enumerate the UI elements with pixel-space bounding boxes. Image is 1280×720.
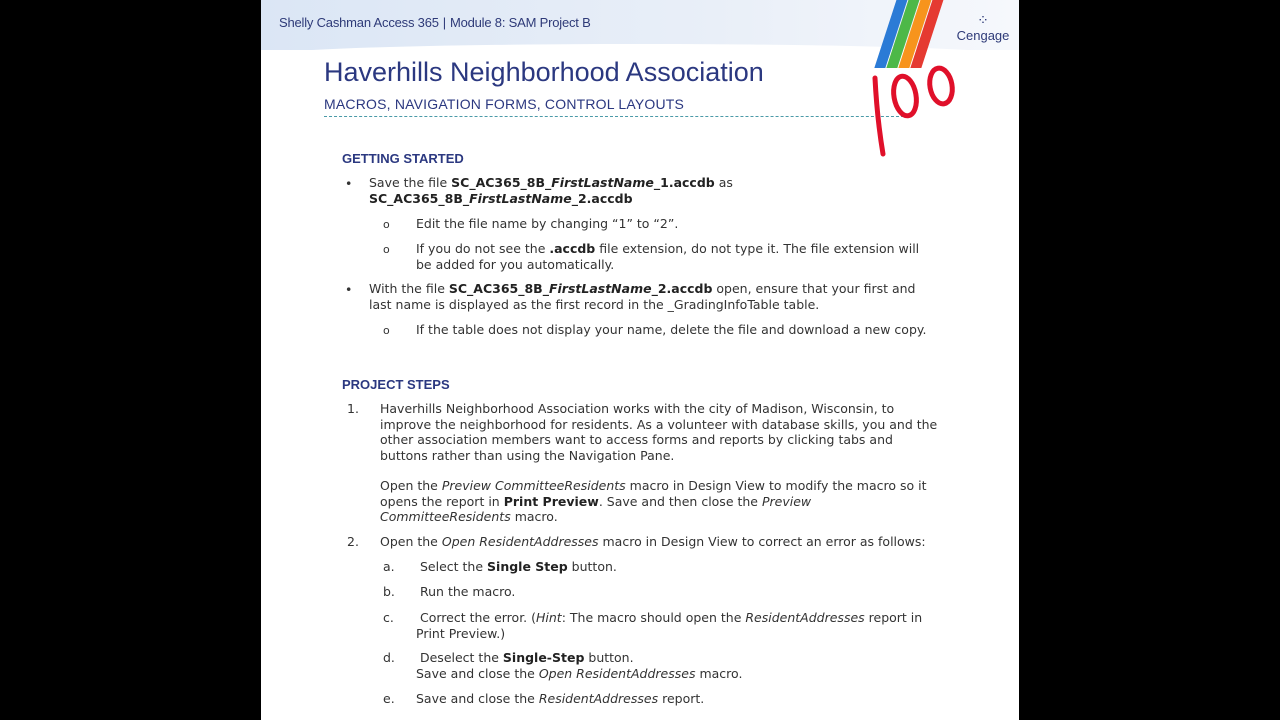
cengage-mark-icon: ⁘ xyxy=(977,13,989,29)
substep-letter: c. xyxy=(383,610,394,625)
project-step-2: Open the Open ResidentAddresses macro in Design View to correct an error as follows: xyxy=(380,534,926,549)
project-step-2a: Select the Single Step button. xyxy=(420,559,617,574)
project-name: Module 8: SAM Project B xyxy=(449,15,591,30)
bullet-marker: • xyxy=(345,176,353,191)
cengage-wordmark: Cengage xyxy=(956,28,1010,43)
step-number: 1. xyxy=(347,401,359,416)
substep-letter: d. xyxy=(383,650,395,665)
step-number: 2. xyxy=(347,534,359,549)
project-step-1: Haverhills Neighborhood Association works with the city of Madison, Wisconsin, to improve the neighborhood for residents. As a volunteer with database skills, you and the other association members want to access forms and reports by clicking tabs and buttons rather than using the Navigation Pane. xyxy=(380,401,938,463)
getting-started-heading: GETTING STARTED xyxy=(342,151,464,166)
circle-marker: o xyxy=(383,324,390,337)
header-course-line xyxy=(279,15,591,30)
getting-started-item-1: Save the file SC_AC365_8B_FirstLastName_1.accdb as SC_AC365_8B_FirstLastName_2.accdb xyxy=(369,175,733,206)
project-step-2c: Correct the error. (Hint: The macro should open the ResidentAddresses report in Print Preview.) xyxy=(416,610,923,641)
substep-letter: e. xyxy=(383,691,395,706)
substep-letter: b. xyxy=(383,584,395,599)
getting-started-item-2: With the file SC_AC365_8B_FirstLastName_2.accdb open, ensure that your first and last name is displayed as the first record in the _GradingInfoTable table. xyxy=(369,281,916,312)
project-step-1-instruction: Open the Preview CommitteeResidents macro in Design View to modify the macro so it opens the report in Print Preview. Save and then close the Preview CommitteeResidents macro. xyxy=(380,478,927,524)
document-subtitle: MACROS, NAVIGATION FORMS, CONTROL LAYOUTS xyxy=(324,96,685,112)
substep-letter: a. xyxy=(383,559,395,574)
header-separator: | xyxy=(442,15,446,30)
project-step-2e: Save and close the ResidentAddresses report. xyxy=(416,691,705,706)
cengage-logo xyxy=(953,14,1013,43)
course-name: Shelly Cashman Access 365 xyxy=(279,15,439,30)
document-page xyxy=(261,0,1019,720)
title-divider xyxy=(324,116,904,117)
project-step-2d: Deselect the Single-Step button. Save and close the Open ResidentAddresses macro. xyxy=(416,650,743,681)
bullet-marker: • xyxy=(345,282,353,297)
document-title: Haverhills Neighborhood Association xyxy=(324,57,764,87)
getting-started-subitem-2: If you do not see the .accdb file extension, do not type it. The file extension will be added for you automatically. xyxy=(416,241,920,272)
getting-started-subitem-1: Edit the file name by changing “1” to “2”. xyxy=(416,216,679,231)
handwritten-score xyxy=(861,58,971,168)
score-value: 100 xyxy=(861,58,863,59)
getting-started-subitem-3: If the table does not display your name, delete the file and download a new copy. xyxy=(416,322,927,337)
project-step-2b: Run the macro. xyxy=(420,584,516,599)
circle-marker: o xyxy=(383,243,390,256)
circle-marker: o xyxy=(383,218,390,231)
project-steps-heading: PROJECT STEPS xyxy=(342,377,450,392)
